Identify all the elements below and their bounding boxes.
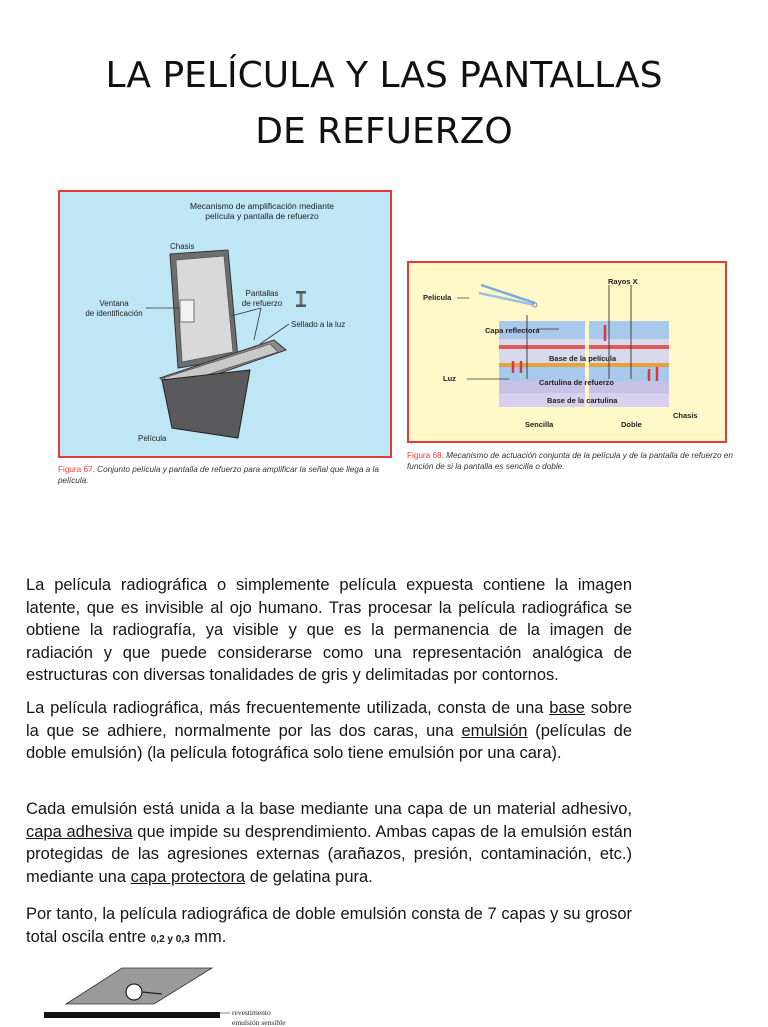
p3-text-a: Cada emulsión está unida a la base mediante una capa de un material adhesivo,: [26, 800, 632, 818]
fig68-caption-text: Mecanismo de actuación conjunta de la película y de la pantalla de refuerzo en función de si la pantalla es sencilla o doble.: [407, 451, 733, 471]
paragraph-3: [26, 798, 632, 888]
bottom-label-2: emulsión sensible: [232, 1018, 286, 1027]
fig68-caption-number: Figura 68.: [407, 451, 444, 460]
fig67-label-ventana-2: de identificación: [85, 309, 143, 318]
title-line-2: DE REFUERZO: [255, 111, 513, 152]
fig67-label-chasis: Chasis: [170, 242, 195, 251]
fig68-label-rayos: Rayos X: [608, 277, 638, 286]
p4-text-a: Por tanto, la película radiográfica de doble emulsión consta de 7 capas y su grosor total oscila entre: [26, 905, 632, 946]
fig68-label-base-cartulina: Base de la cartulina: [547, 396, 618, 405]
fig68-label-capa: Capa reflectora: [485, 326, 540, 335]
fig68-label-cartulina: Cartulina de refuerzo: [539, 378, 615, 387]
bottom-label-1: revestimento: [232, 1008, 271, 1017]
p2-text-b: sobre la que se adhiere, normalmente por las dos caras, una: [26, 699, 632, 740]
figure-67: [58, 190, 392, 458]
fig67-label-ventana-1: Ventana: [99, 299, 129, 308]
fig68-label-base-pelicula: Base de la película: [549, 354, 617, 363]
paragraph-2: [26, 697, 632, 765]
fig67-label-ventana: [80, 299, 148, 319]
fig68-label-doble: Doble: [621, 420, 642, 429]
fig67-caption: [58, 464, 392, 486]
fig67-heading: [172, 201, 352, 221]
fig67-label-pantallas: [235, 289, 289, 309]
figure-68: [407, 261, 727, 443]
fig68-label-chasis: Chasis: [673, 411, 698, 420]
paragraph-1: La película radiográfica o simplemente película expuesta contiene la imagen latente, que es invisible al ojo humano. Tras procesar la película radiográfica se obtiene la radiografía, ya visible y que es la permanencia de la imagen de radiación y que puede considerarse como una representación analógica de estructuras con diversas tonalidades de gris y delimitadas por contornos.: [26, 576, 632, 684]
fig67-heading-line-1: Mecanismo de amplificación mediante: [189, 201, 335, 211]
fig68-caption: [407, 450, 737, 472]
paragraph-4: [26, 903, 632, 951]
p3-text-b: que impide su desprendimiento. Ambas capas de la emulsión están protegidas de las agresiones externas (arañazos, presión, contaminación, etc.) mediante una: [26, 822, 632, 886]
p2-term-base: base: [549, 699, 585, 717]
fig67-label-pelicula: Película: [138, 434, 167, 443]
fig67-label-pantallas-1: Pantallas: [245, 289, 279, 298]
p4-text-b: mm.: [189, 927, 227, 946]
fig68-label-sencilla: Sencilla: [525, 420, 554, 429]
fig67-caption-number: Figura 67.: [58, 465, 95, 474]
p3-term-capa-adhesiva: capa adhesiva: [26, 822, 133, 841]
fig67-caption-text: Conjunto película y pantalla de refuerzo para amplificar la señal que llega a la película.: [58, 465, 379, 485]
fig67-heading-line-2: película y pantalla de refuerzo: [205, 211, 319, 221]
title-line-1: LA PELÍCULA Y LAS PANTALLAS: [105, 55, 663, 96]
p3-text-c: de gelatina pura.: [245, 867, 373, 886]
fig67-label-pantallas-2: de refuerzo: [241, 299, 283, 308]
p2-text-c: (películas de doble emulsión) (la película fotográfica solo tiene emulsión por una cara).: [26, 721, 632, 762]
fig68-label-luz: Luz: [443, 374, 456, 383]
film-layers-diagram: [26, 960, 296, 1027]
fig67-label-sellado: Sellado a la luz: [291, 320, 346, 329]
p2-text-a: La película radiográfica, más frecuentemente utilizada, consta de una: [26, 699, 550, 717]
p4-range: 0,2 y 0,3: [150, 933, 190, 945]
page-title: [0, 48, 768, 160]
fig68-label-pelicula: Película: [423, 293, 452, 302]
p3-term-capa-protectora: capa protectora: [130, 867, 246, 886]
p2-term-emulsion: emulsión: [461, 721, 528, 740]
